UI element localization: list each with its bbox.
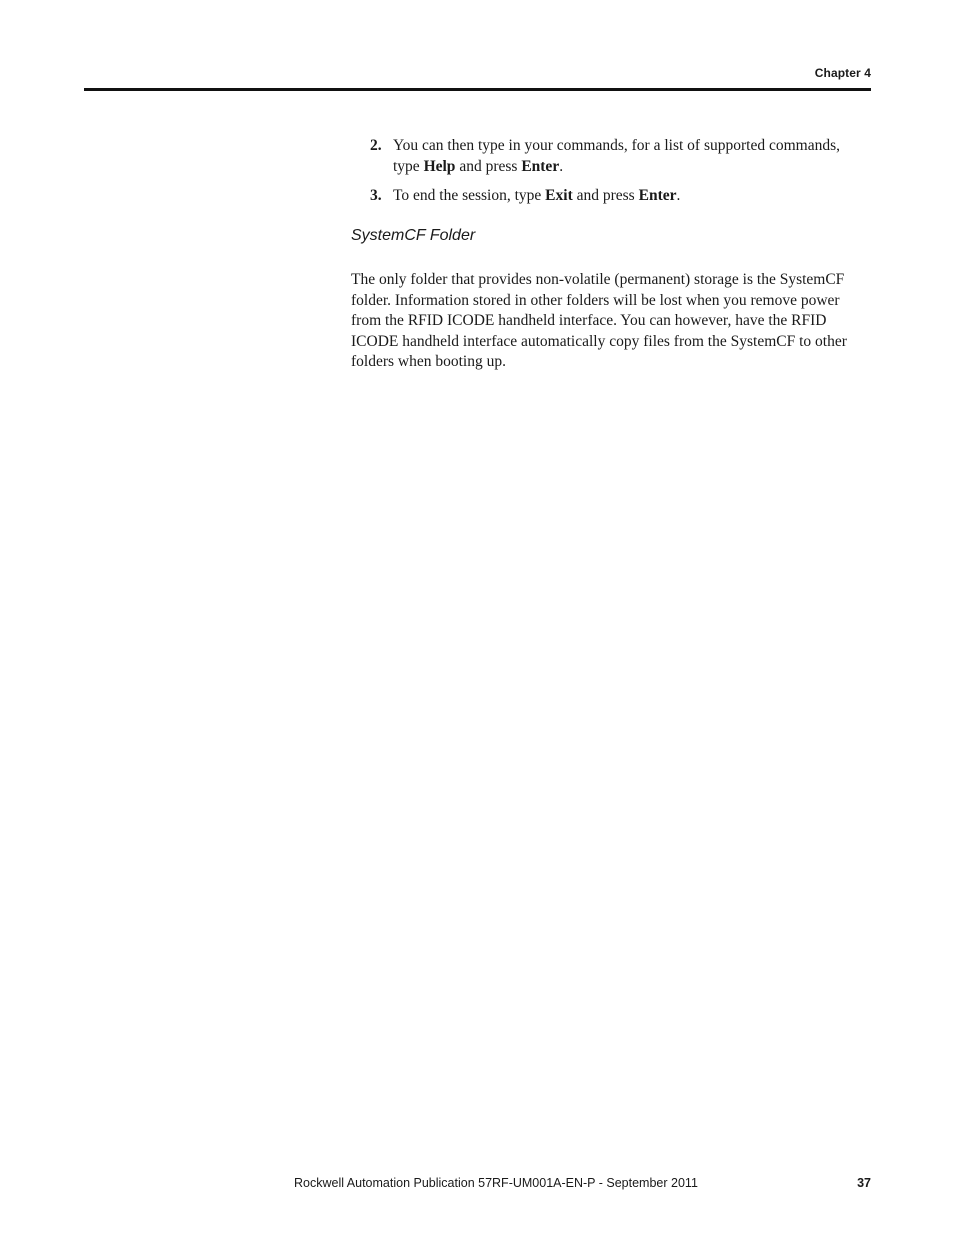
step-text (393, 187, 680, 204)
step-item (370, 185, 870, 206)
chapter-label: Chapter 4 (814, 66, 871, 80)
command-keyword: Exit (545, 187, 573, 204)
step-text-part: To end the session, type (393, 187, 546, 204)
step-text-part: . (676, 187, 681, 204)
page-number: 37 (857, 1176, 871, 1190)
header-rule (84, 88, 871, 91)
key-name: Enter (521, 158, 560, 175)
footer-publication: Rockwell Automation Publication 57RF-UM001A-EN-P - September 2011 (294, 1176, 698, 1190)
step-number: 3. (370, 187, 382, 204)
step-text (393, 137, 840, 175)
step-text-part: and press (572, 187, 639, 204)
key-name: Enter (638, 187, 677, 204)
step-number: 2. (370, 137, 382, 154)
step-text-part: . (559, 158, 564, 175)
section-heading: SystemCF Folder (351, 227, 476, 244)
step-list (370, 135, 870, 214)
command-keyword: Help (423, 158, 456, 175)
step-text-part: You can then type in your commands, for a list of supported commands, type (393, 137, 840, 175)
step-item (370, 135, 870, 177)
section-paragraph: The only folder that provides non-volatile (permanent) storage is the SystemCF folder. Information stored in other folders will be lost when you remove power from the RFID ICODE handheld interface. You can however, have the RFID ICODE handheld interface automatically copy files from the SystemCF to other folders when booting up. (351, 271, 847, 370)
step-text-part: and press (455, 158, 522, 175)
